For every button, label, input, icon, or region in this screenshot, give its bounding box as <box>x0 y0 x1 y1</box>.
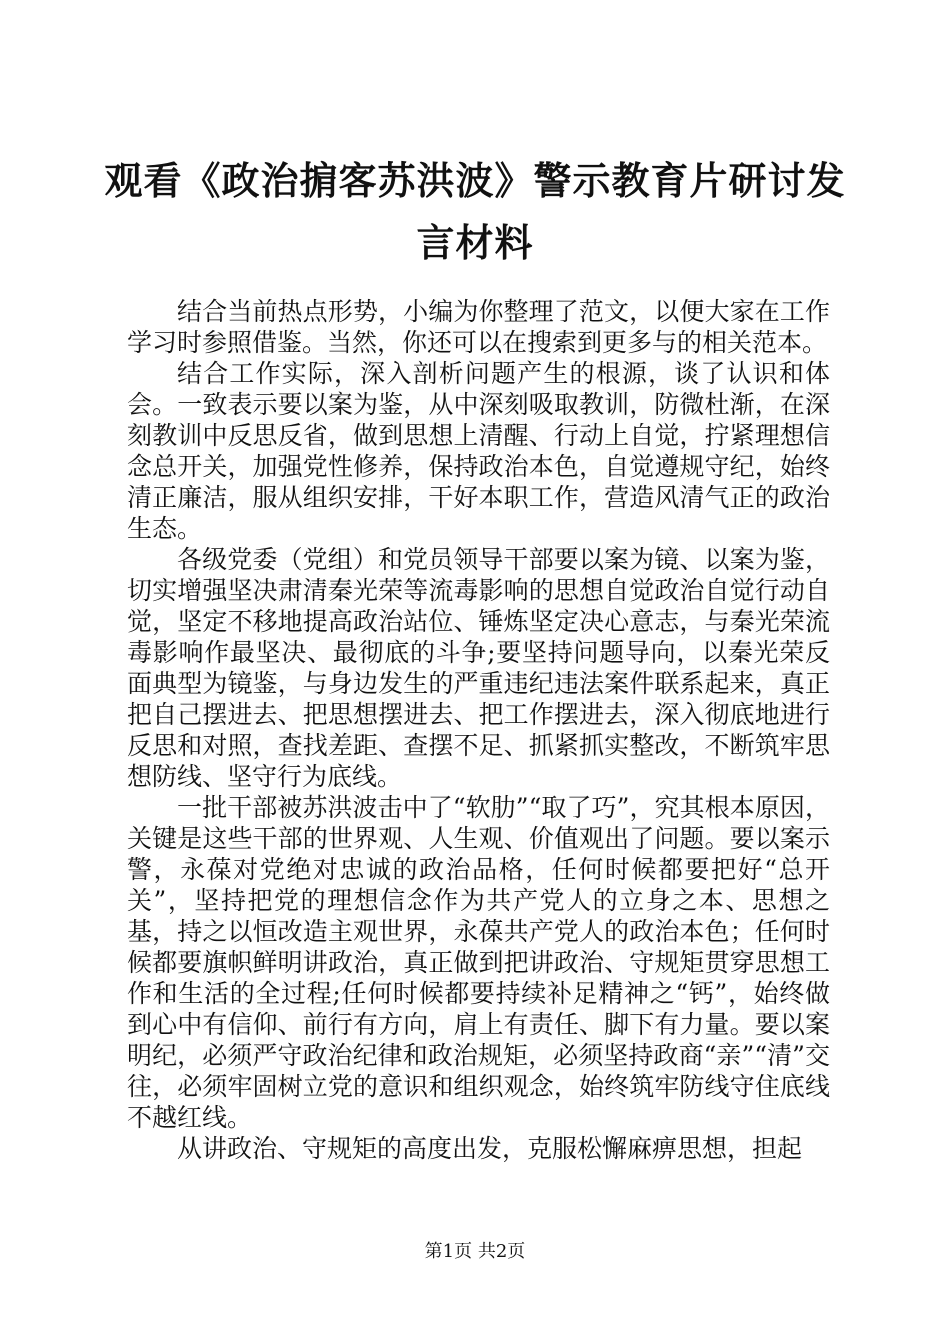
paragraph-root-causes: 一批干部被苏洪波击中了“软肋”“取了巧”，究其根本原因，关键是这些干部的世界观、人生观、价值观出了问题。要以案示警，永葆对党绝对忠诚的政治品格，任何时候都要把好“总开关”，坚持把党的理想信念作为共产党人的立身之本、思想之基，持之以恒改造主观世界，永葆共产党人的政治本色；任何时候都要旗帜鲜明讲政治，真正做到把讲政治、守规矩贯穿思想工作和生活的全过程;任何时候都要持续补足精神之“钙”，始终做到心中有信仰、前行有方向，肩上有责任、脚下有力量。要以案明纪，必须严守政治纪律和政治规矩，必须坚持政商“亲”“清”交往，必须牢固树立党的意识和组织观念，始终筑牢防线守住底线不越红线。 <box>127 793 830 1132</box>
page-number-footer: 第1页 共2页 <box>424 1241 526 1262</box>
document-title: 观看《政治掮客苏洪波》警示教育片研讨发言材料 <box>104 158 846 265</box>
paragraph-continued: 从讲政治、守规矩的高度出发，克服松懈麻痹思想，担起 <box>177 1134 803 1163</box>
document-body <box>127 296 830 1164</box>
paragraph-intro: 结合当前热点形势，小编为你整理了范文，以便大家在工作学习时参照借鉴。当然，你还可以在搜索到更多与的相关范本。 <box>127 297 830 357</box>
paragraph-reflection: 结合工作实际，深入剖析问题产生的根源，谈了认识和体会。一致表示要以案为鉴，从中深刻吸取教训，防微杜渐，在深刻教训中反思反省，做到思想上清醒、行动上自觉，拧紧理想信念总开关，加强党性修养，保持政治本色，自觉遵规守纪，始终清正廉洁，服从组织安排，干好本职工作，营造风清气正的政治生态。 <box>127 359 830 543</box>
paragraph-party-committees: 各级党委（党组）和党员领导干部要以案为镜、以案为鉴，切实增强坚决肃清秦光荣等流毒影响的思想自觉政治自觉行动自觉，坚定不移地提高政治站位、锤炼坚定决心意志，与秦光荣流毒影响作最坚决、最彻底的斗争;要坚持问题导向，以秦光荣反面典型为镜鉴，与身边发生的严重违纪违法案件联系起来，真正把自己摆进去、把思想摆进去、把工作摆进去，深入彻底地进行反思和对照，查找差距、查摆不足、抓紧抓实整改，不断筑牢思想防线、坚守行为底线。 <box>127 545 830 791</box>
